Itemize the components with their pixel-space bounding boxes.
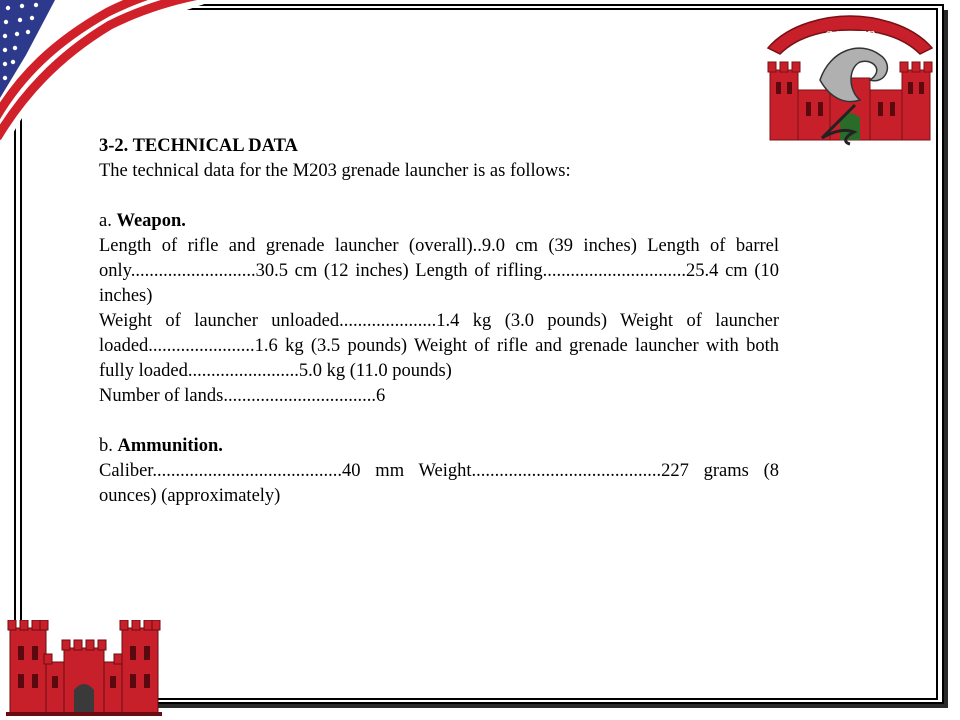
sapper-logo-icon [760,10,940,150]
slide-content [99,134,779,509]
spacer [99,409,779,434]
section-b-line: Caliber.........................................40 mm Weight.........................................227 grams (8 ounces) (approximately) [99,461,779,506]
section-b-heading: Ammunition. [117,436,223,456]
section-a-line: Length of rifle and grenade launcher (overall)..9.0 cm (39 inches) Length of barrel only...........................30.5 cm (12 inches) Length of rifling...............................25.4 cm (10 inches) [99,236,779,306]
american-flag-icon [0,0,230,150]
section-a-heading-line [99,209,779,234]
section-a-line: Number of lands.................................6 [99,386,386,406]
section-b-prefix: b. [99,436,118,456]
section-a-line: Weight of launcher unloaded.....................1.4 kg (3.0 pounds) Weight of launcher loaded.......................1.6 kg (3.5 pounds) Weight of rifle and grenade launcher with both fully loaded........................5.0 kg (11.0 pounds) [99,311,779,381]
engineer-castle-icon [6,620,162,716]
spacer [99,184,779,209]
section-b-heading-line [99,434,779,459]
section-a-heading: Weapon. [116,211,186,231]
section-a-prefix: a. [99,211,117,231]
sapper-banner-text: SAPPER [824,29,876,43]
slide-intro: The technical data for the M203 grenade launcher is as follows: [99,161,571,181]
slide-title: 3-2. TECHNICAL DATA [99,136,298,156]
